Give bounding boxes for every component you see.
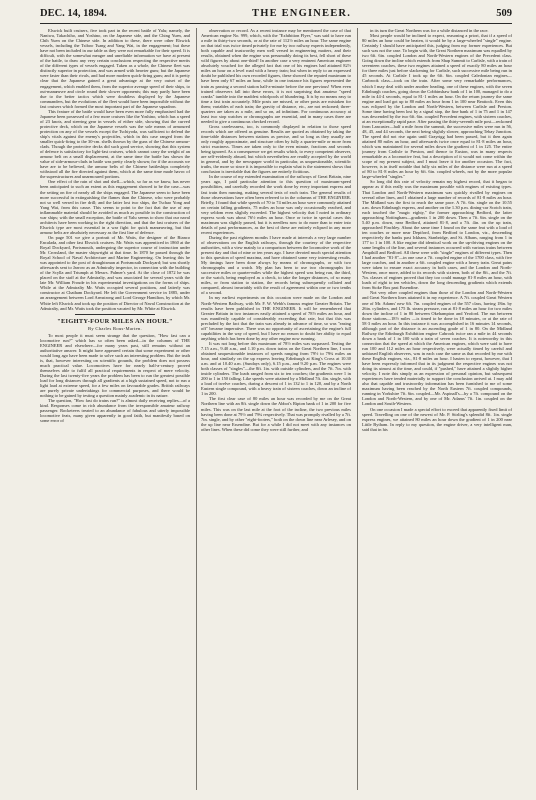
paragraph: in its turn the Great Northern was for a while distanced in the race. (370, 28, 489, 33)
paragraph: Not very other coupled engines than those of the London and North-Western and Great Northern lines attained it in my experience. A 7ft. coupled Great Western one of Mr. Adams' new 6ft. 7in. coupled engines of the 557 class, having 18in. by 26in. cylinders, and 175 lb. steam pressure, ran at 81·8 miles an hour for two miles down the incline of 1 in 80 between Okehampton and Yeoford. The run between those stations—18½ miles —is timed to be done in 18 minutes, or at the rate of 58·3 miles an hour. In this instance it was accomplished in 16 minutes 14 seconds, although part of the distance is an ascending grade of 1 in 80. On the Midland Railway the Edinburgh Exhibition engine Cabrook twice ran a mile in 44 seconds down a bank of 1 in 100 with a train of seven coaches. It is noteworthy in this connection that the speed at which the American engines, which were said to have run 100 and 112 miles an hour respectively, were actually timed by careful and unbiased English observers, was in each case the same as that recorded by me with these English engines, viz., 81·8 miles an hour. I hasten to repeat, however, that I have been expressly informed that in its judgment the respective engines was not doing its utmost at the time, and could, if "pushed," have attained a slightly higher velocity. I note this simply as an expression of personal opinion, but subsequent experiences have tended materially to support the conclusion arrived at. I may add also that capable and trustworthy information has been furnished to me of some maximum having been reached by the North Eastern 7ft. coupled compounds, running in Yorkshire 7ft. 6in. coupled—Mr. Aspinall's—by a 7ft. compound on the London and North-Western, and by one of Mr. Adams' 7ft. 1in. coupled on the London and South-Western. (362, 290, 512, 407)
paragraph: It was not long before this maximum of 78½ miles was surpassed. Testing the 7.15 a.m., 9.40 a.m., and 1.10 p.m. down trains on the Great Northern line, I soon obtained unquestionable instances of speeds ranging from 79½ to 79¾ miles an hour, and similarly on the up express leaving Edinburgh at King's Cross at 10.30 a.m. and at 10.40 a.m. (Sundays only), 6.15 p.m., and 9.20 p.m. The engines were both classes of "singles"—the 8ft. 1in. with outside cylinders, and the 7ft. 7in. with inside cylinders. The loads ranged from six to ten coaches; the gradients were 1 in 200 to 1 in 150 falling. Like speeds were attained by a Midland 7ft. 4in. single, with a load of twelve coaches, during a descent of 1 in 132 to 1 in 120, and by a North Eastern single compound, with a heavy train of sixteen coaches, down an incline of 1 in 200. (201, 340, 351, 397)
article-divider (75, 314, 155, 315)
paragraph: In the course of my extended examination of the railways of Great Britain, nine years ago, I paid particular attention to this question of maximum-speed possibilities, and carefully recorded the work done by every important express and fast train then running, making several tests of each train. The general results of those observations have often been referred to in the columns of THE ENGINEER. Briefly, I found that while speeds of 70 to 74 miles an hour were commonly attained on certain falling gradients, 75 miles an hour was only occasionally reached, and very seldom even slightly exceeded. The highest velocity that I noted in ordinary express work was about 76½ miles an hour. Once or twice in special cases this maximum was slightly passed, but it is needless now to do more than to enter into details of past performances, as the best of these are entirely eclipsed in any more recent experiences. (201, 174, 351, 235)
paragraph: One effect of the rain of shot and shell—which, so far as we know, has never been anticipated to such an extent as this engagement showed to be the case—was the setting on fire of nearly all the ships engaged. The Japanese seem to have been more successful in extinguishing the flames than the Chinese, who were probably not so well versed in fire drill; and the latter lost two ships, the Tschao Yong and Yang Wai, from this cause. This seems to point to the fact that the use of any inflammable material should be avoided as much as possible in the construction of war ships; with the small exception, the battle of Yalu seems to show that our naval architects have been working in the right direction, and that the fast cruisers of the Elswick type are most essential in a war fight for quick manœuvring, but that armour belts are absolutely necessary as the first line of defence. (40, 179, 190, 235)
paragraph: This feature of the battle would have been even more fully emphasised had the Japanese been possessed of a few more cruisers like the Yoshino, which has a speed of 23 knots, and steering gear in vessels of either side, showing that the curved protective deck, which on the Japanese vessels was the sole means of armoured protection on any of the vessels except the Tschiyoda, was sufficient to defend the ship's vitals against the enemy's projectiles, which in this case ranged from the smaller quick-firing to the 30-cm. shells thrown by the guns of the Chinese armour-clads. Though the protective decks did such good service, showing that this system of defence is satisfactory for light-fast cruisers, which cannot carry the weight of an armour belt on a small displacement, at the same time the battle has shown the value of side-armour-clads in battle was pretty clearly shown; for if the accounts we have are to be believed, the armour belts of the Chinese battleships completely withstood all the fire directed against them, which at the same time made havoc of the superstructures and unarmoured portions. (40, 108, 190, 180)
journal-title: THE ENGINEER. (252, 7, 352, 19)
paragraph: During the past eighteen months I have made at intervals a very large number of observations on the English railways, through the courtesy of the respective authorities, with a view mainly to a comparison between the locomotive work of the present day and that of nine or ten years ago. I have devoted much special attention to this question of speed maxima, and have obtained some very interesting results. My timings have been done always by means of chronographs, or with two chronographs and a watch. My plan has been to use two chronographs for successive miles or quarter-miles while the highest speed was being run, the third, or the watch, being employed as a check, to take the longer distances, of so many miles, or from station to station, the records being subsequently collated and compared, almost invariably with the result of agreement within one or two tenths of a second. (201, 234, 351, 296)
header-rule (40, 23, 512, 24)
paragraph: Most people would be inclined to expect, reasoning a priori, that if a speed of 80 miles an hour could be beaten, it would be by a large-wheeled "single" engine. Certainly I should have anticipated this, judging from my former experiences. But such was not the case. To begin with, the Great Northern maximum was equalled by two 6ft. 6in. coupled London and North-Western engines of the Precedent class. Going down the incline which extends from Shap Summit to Carlisle, with a train of seventeen coaches, these two engines attained a speed of exactly 80 miles an hour for three miles just before slackening for Carlisle, such successive mile being run in 45 seconds. At Carlisle I took up the 6ft. 6in. coupled Caledonian engines—Carbrook class—took on the train. After some very remarkable performances, which I may deal with under another heading, one of these engines, with the seven Edinburgh coaches, going down the Cobbinshaw bank of 1 in 100, managed to do a mile in 44·4 seconds, equal to 81·1 miles an hour. On the return journey the same engine and load got up to 80 miles an hour from 1 in 100 near Beattock. Even this was eclipsed by the London and North-Western, between Carlisle and Preston. Some time having been lost by a signal stop, the fine bank of 1 in 75 and 1 in 147 was descended by the two 6ft. 6in. coupled Precedent engines, with sixteen coaches, at an exceptionally rapid pace. After passing the thirty-seventh mile post—reckoned from Lancaster—half a mile from the summit, the successive miles were run in 56, 48, 45, and 44 seconds, the next being slightly slower, approaching Tebay Junction. The speed did not rise again until Grayrigg had been passed, but it then again attained 80 miles an hour, and afterwards twice once equal to 81·8 miles an hour, which was maintained for several miles down the gradient of 1 in 125. The entire journey from Carlisle to Preston, and thence to Euston, was in many respects remarkable as a locomotive feat, but a description of it would not come within the scope of my present subject, and I must leave it for another occasion. The fact, however, is in itself notable that fully six miles of the distance were run at a speed of 80 to 81·8 miles an hour by 6ft. 6in. coupled wheels, not by the more popular large-wheeled "singles." (362, 33, 512, 180)
column-separator (357, 28, 358, 790)
paragraph: Elswick built cruisers, five took part in the recent battle of Yalu; namely, the Naniwa, Takachiho, and Yoshino, on the Japanese side, and the Ching Yuen, and Chih Yuen on the Chinese side. In addition to these, there were other Elswick vessels, including the Tsiboo Tsang and Yang Wai, in the engagement; but these have not been included in our table as they were not remarkable for their speed. It is difficult, with the somewhat meagre and unreliable information we have at present of the battle, to draw any very certain conclusions respecting the respective merits of the different types of vessels engaged. Taken as a whole, the Chinese fleet was distinctly superior in protection, and was armed with heavier guns; but the Japanese were faster than their rivals, and had more modern quick-firing guns; and it is pretty clear that the Japanese gained a great advantage at the very outset of the engagement, which enabled them, from the superior average speed of their ships, to out-manœuvre and circle round their slower opponents; this may partly have been due to the better tactics which were doubtless displayed by the Japanese commanders, but the evolutions of the fleet would have been impossible without the fast cruisers which formed the most important part of the Japanese squadron. (40, 28, 190, 109)
paragraph: In my earliest experiments on this occasion were made on the London and North-Western Railway, with Mr. F. W. Webb's famous engine Greater Britain. The results have been published in THE ENGINEER. It will be remembered that Greater Britain in two instances easily attained a speed of 78½ miles an hour, and was manifestly capable of considerably exceeding that rate, but that this was precluded by the fact that the train was already in advance of time, so was "easing off" became imperative. There was no opportunity of ascertaining the engine's full capabilities in the way of speed, but I have no reason to doubt her ability to equal anything which has been done by any other engine now running. (201, 295, 351, 341)
column-1 (40, 28, 190, 790)
column-separator (196, 28, 197, 790)
column-3 (362, 28, 512, 790)
paragraph: Gross carelessness, too, is commonly displayed in relation to those speed records which are offered as genuine. Results are quoted as obtained by taking the time-table distances between stations as precise, and so long as they usually are only roughly approximate, and structure often by fully a quarter-mile or more from strict exactness. Times are taken only to the even minute, fractions and seconds being ignored. As a consequence we get results which, to every competent observer, are self-evidently absurd, but which nevertheless are readily accepted by the world in general, and by the newspaper world in particular, as unquestionable, scientific truths, the more so since it is impossible to explain what is the statement shows that conclusion is inevitable that the figures are entirely fictitious. (201, 123, 351, 175)
paragraph: The question, "How fast do trains run?" is almost daily receiving replies—of a kind. Responses come in rich abundance from the irresponsible amateur railway passenger. Rocketeers treated to an abundance of fabulous and utterly impossible locomotive feats, many given apparently in good faith, but manifestly based on some error of (40, 398, 190, 424)
paragraph: To most people it must seem strange that the question, "How fast can a locomotive run?" which has so often been asked—in the columns of THE ENGINEER and elsewhere—for many years past, still remains without an authoritative answer. It might have appeared certain that some experiment or other would long ago have been made to solve such an interesting problem. But the truth is, that, however interesting on scientific grounds, the problem does not possess much practical value. Locomotives have for nearly half-a-century proved themselves able to fulfil all practical requirements in respect of mere velocity. During the last twenty-five years the problem has been to run the greatest possible load for long distances through all gradients at a high sustained speed, not to run a light load at extreme speed, for a few miles on favourable grades. British railways are purely private undertakings for commercial purposes, and there would be nothing to be gained by testing a question mainly academic in its nature. (40, 332, 190, 399)
paragraph: On page 501 we give a portrait of Mr. Watts, the designer of the Bianco Encalada, and other fast Elswick cruisers. Mr. Watts was apprenticed in 1860 at the Royal Dockyard, Portsmouth, undergoing the superior course of instruction under Mr. Crossland, the master shipwright at that time. In 1870 he passed through the Royal School of Naval Architecture and Marine Engineering. On leaving this he was appointed to the post of draughtsman at Portsmouth Dockyard; but was shortly afterwards sent to Jarrow as an Admiralty inspector, in connection with the building of the Scylla and Triumph at Messrs. Palmer's yard. At the close of 1872 he was placed on the staff at the Admiralty, and was associated for several years with the late Mr. William Froude in his experimental investigations on the forms of ships. While at the Admiralty Mr. Watts occupied several positions, and latterly was constructor at Chatham Dockyard. He left the Government service in 1885, under an arrangement between Lord Armstrong and Lord George Hamilton, by which Mr. White left Elswick and took up the position of Director of Naval Construction at the Admiralty, and Mr. Watts took the position vacated by Mr. White at Elswick. (40, 234, 190, 311)
issue-date: DEC. 14, 1894. (40, 7, 107, 19)
article-author: By Charles Rous-Marten. (88, 325, 142, 331)
article-title: "EIGHTY-FOUR MILES AN HOUR." (57, 317, 173, 325)
paragraph: On one occasion I made a special effort to exceed that apparently fixed limit of speed. Travelling on one of the newest of Mr. P. Stirling's splendid 8ft. 1in. single express engines, we attained 80 miles an hour down the gradient of 1 in 200 near Little Bytham. In reply to my question, the engine driver, a very intelligent man, said that in his (362, 406, 512, 432)
column-2 (201, 28, 351, 790)
page-number: 509 (496, 7, 512, 19)
paragraph: The first clear case of 80 miles an hour was recorded by me on the Great Northern line with an 8ft. single down the Abbot's Ripton bank of 1 in 200 for five miles. This was on the last mile at the foot of the incline, the two previous miles having been done at 79½ and 79¾ respectively. That was promptly rivalled by a 7ft. 7in. single, and by other "eight-footers," both on the down line near Arlesey, and on the up line near Essendine. But for a while I did not meet with any instances on other lines. When these did come they were still further, and (201, 396, 351, 432)
page-header (40, 4, 512, 22)
paragraph: observation or record. As a recent instance may be mentioned the case of that American engine No. 999, which, with the "Exhibition Flyer," was said to have run a mile in thirty-two seconds, or at the rate of 112½ miles an hour. The same engine on that trial was twice timed privately for me by two railway experts independently, both capable and trustworthy men well versed in engineering matters, and their results, obtained when the engine was presumably doing its best, fell short of these wild figures by about one-third! In another case a very eminent American engineer absolutely vouched for the alleged fact that one of his engines had attained 82½ miles an hour on a level road with a heavy train; but when in reply to an expressed doubt he published his own recorded figures, these showed the reputed maximum to have been only 67 miles an hour, while in one instance his figures represented the train as passing a second station half-a-minute before the one previous! When even trained observers fall into these errors, it is not surprising that amateur "speed cranks" tumble into the maddest whirlpools of blundering. It is by no means easy to time a fast train accurately. Mile posts are missed, or other posts are mistaken for them; variables of each train; the gravity of distance, etc., are not reckoned; three-quarters are taken as a mile, and so on, ad infinitum. For continuous accuracy at least two stop watches or chronographs are essential, and in many cases three are needed to give a continuous checked record. (201, 28, 351, 124)
paragraph: So long did this rate of velocity remain my highest record, that it began to appear as if this really was the maximum possible with engines of existing types. That London and North-Western maximum was quickly rivalled by engines on several other lines, and I obtained a large number of records of 81·8 miles an hour. The Midland was the first to reach the same pace. A 7ft. 6in. single on the 10.55 a.m. down Edinburgh express, and another on the 1.30 p.m. dining-car Scotch train, each touched the "magic eighty," the former approaching Bedford, the latter approaching Nottingham—gradients 1 in 200 down. Then a 7ft. 6in. single on the 5.40 p.m. down, near Bedford, attained 81·8, and a 7ft. 4in. on the up train, approached Finchley. About the same time I found on the same feat with a load of ten coaches or more near Deptford, from Bedford to London, viz., descending respectively the banks past Ickham, Stanbridge, and St. Albans, ranging from 1 in 177 to 1 in 100. A like engine did identical work on the up-driving engines on the same lengths of the line, and several instances occurred with various trains between Ampthill and Bedford. All these were with "single" engines of different types. Then I had another "81·8"—in one case a 7ft. coupled engine of the 1700 class, with five large coaches, and in another a 6ft. coupled engine with a heavy train. Great pains were taken to ensure exact accuracy in both cases, and the London and North-Western, once more, added to its records with sixteen, both of the 8ft., and the 7ft. 7in. classes of engines proved that they too could manage 81·8 miles an hour, with loads of eight to ten vehicles, down the long descending gradients which extends from Stoke Box past Essendine. (362, 179, 512, 291)
